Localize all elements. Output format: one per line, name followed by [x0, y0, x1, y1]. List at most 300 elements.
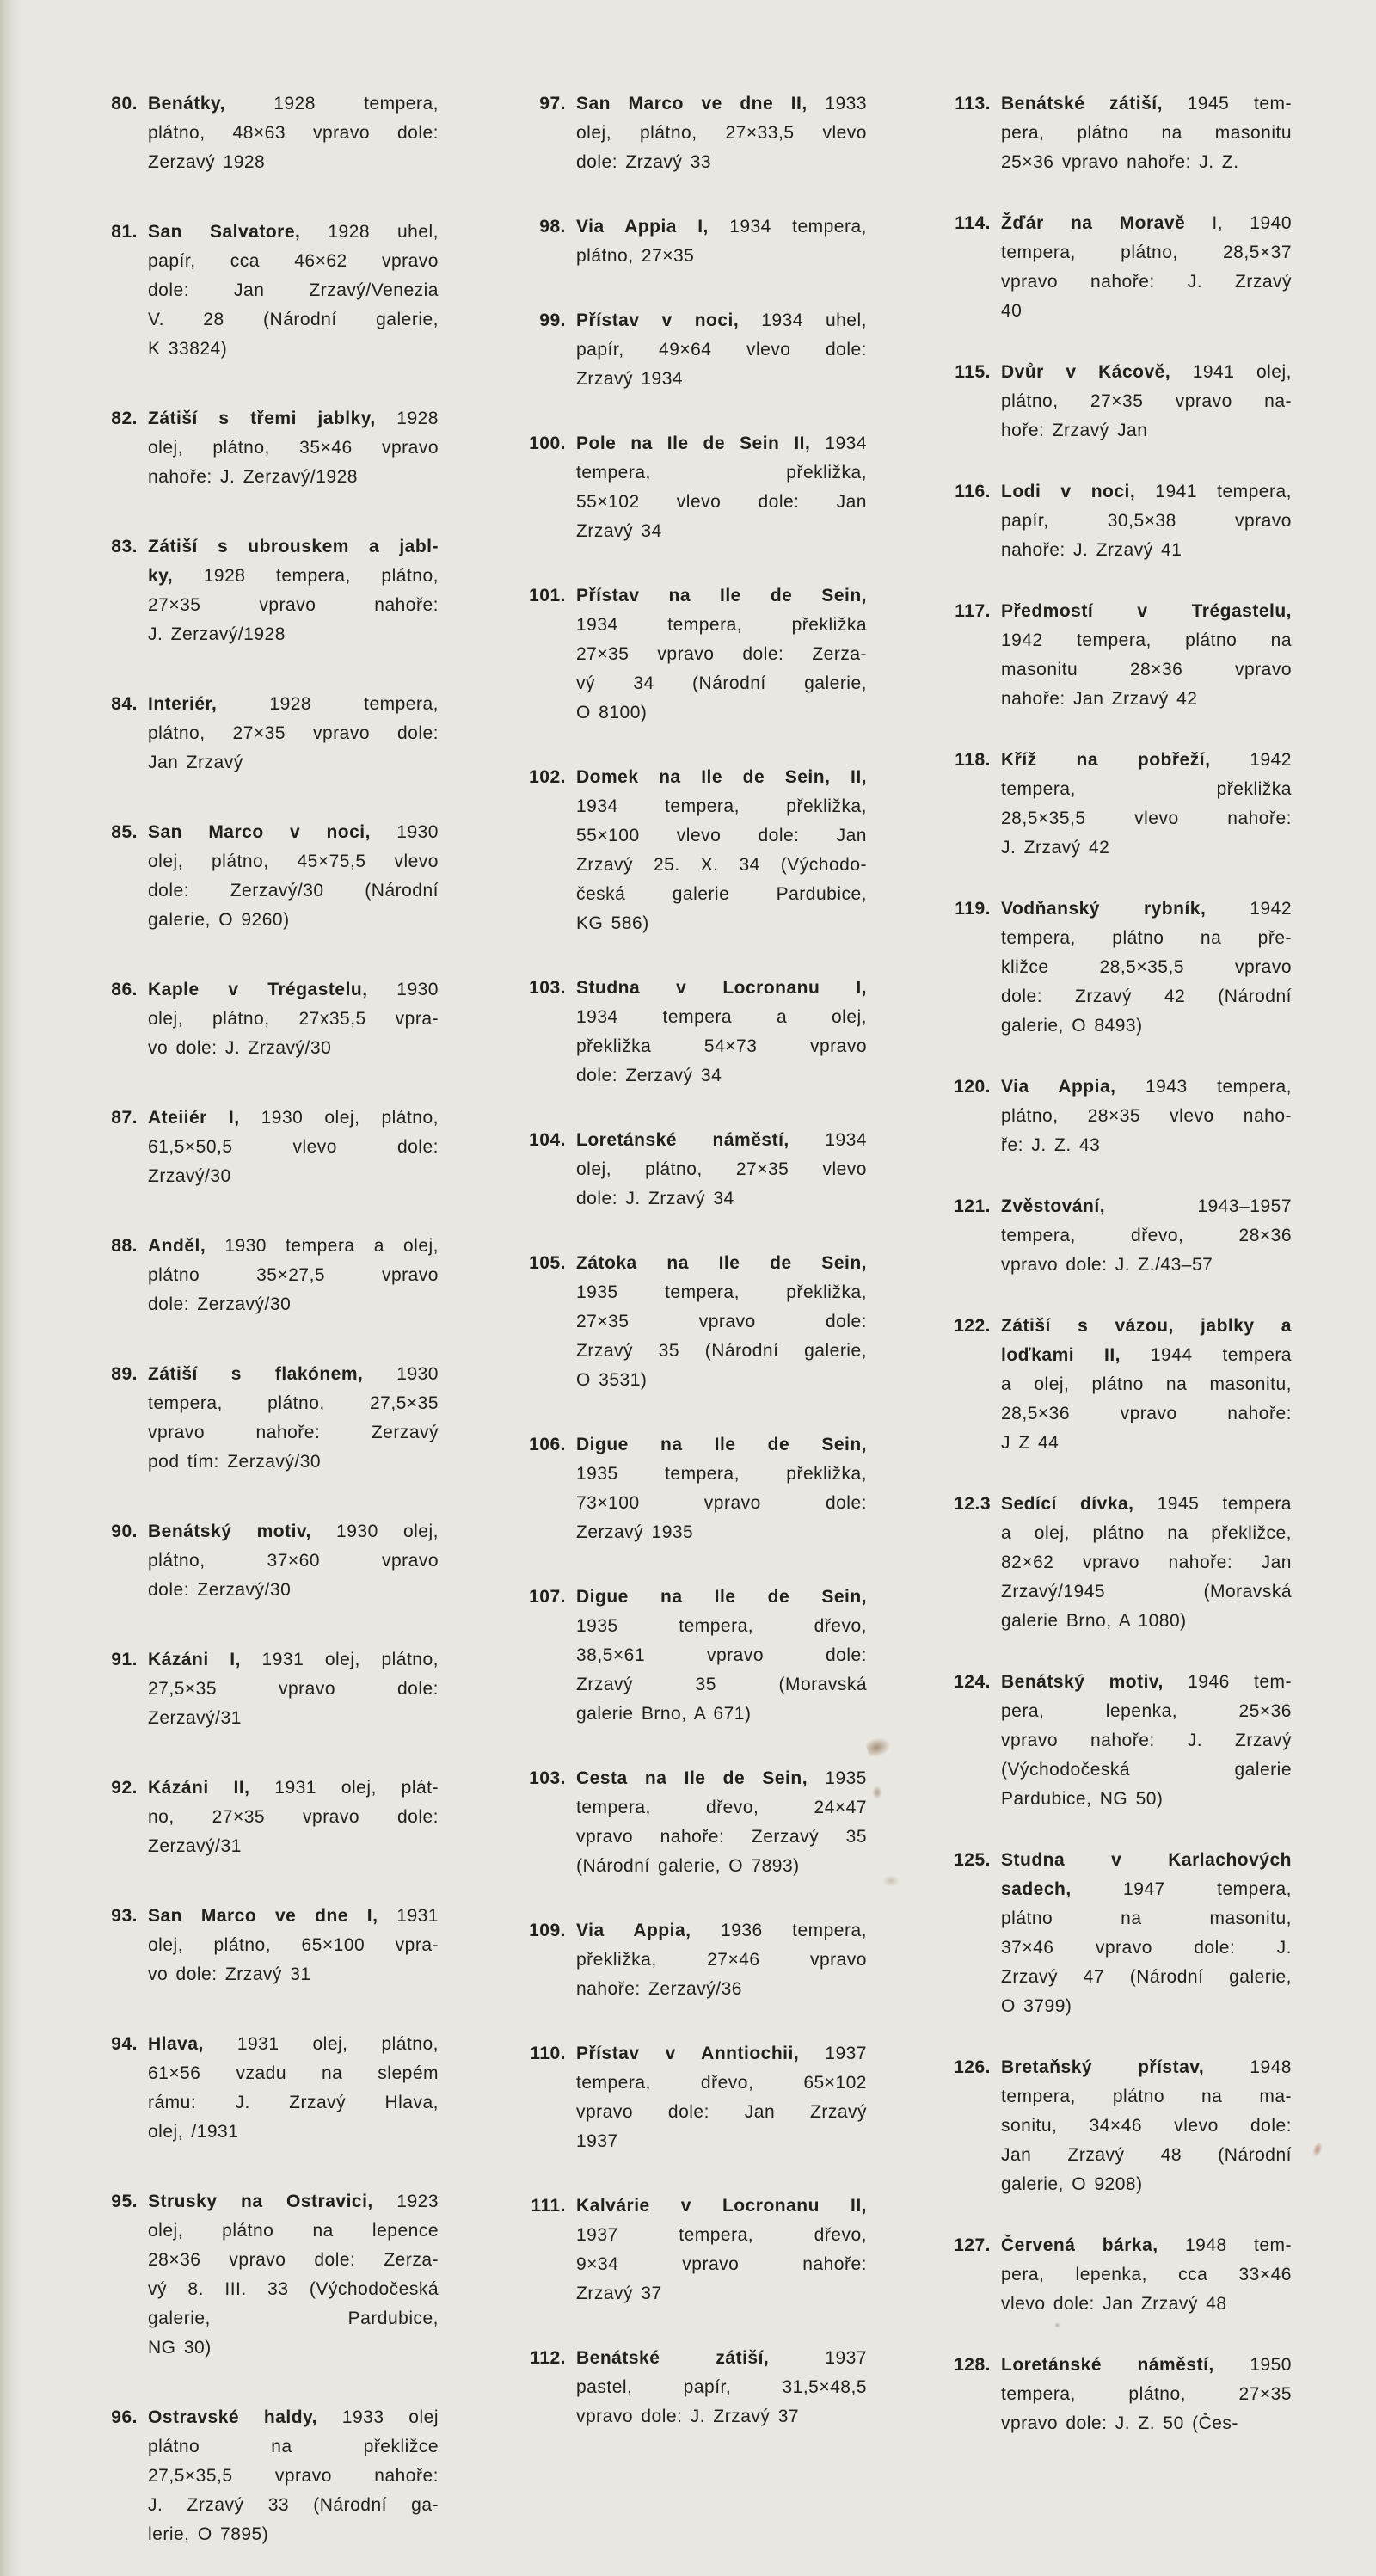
artwork-title: Předmostí v Trégastelu, — [1001, 601, 1292, 621]
entry-number: 99. — [539, 310, 566, 330]
entry-line — [576, 488, 867, 517]
entry-text: plátno, 48×63 vpravo dole: — [148, 123, 439, 143]
catalog-entry-93 — [111, 1902, 439, 1989]
entry-number: 102. — [529, 767, 566, 787]
entry-text: plátno, 28×35 vlevo naho- — [1001, 1106, 1292, 1126]
entry-text: tempera, překližka, — [576, 463, 867, 483]
artwork-title: Žďár na Moravě — [1001, 213, 1186, 233]
entry-line — [576, 1032, 867, 1061]
entry-line — [148, 2432, 439, 2462]
entry-text: 1928 tempera, — [217, 694, 439, 714]
entry-number: 117. — [955, 601, 991, 621]
artwork-title: Loretánské náměstí, — [1001, 2355, 1214, 2375]
artwork-title: Zátiší s třemi jablky, — [148, 409, 376, 428]
entry-line — [148, 690, 439, 719]
entry-line — [1001, 1011, 1292, 1041]
entry-text: 27×35 vpravo nahoře: — [148, 595, 439, 615]
entry-line — [576, 148, 867, 177]
entry-text: vpravo nahoře: Zerzavý — [148, 1423, 439, 1442]
artwork-title: Interiér, — [148, 694, 218, 714]
artwork-title: Kaple v Trégastelu, — [148, 980, 368, 999]
entry-line — [1001, 1073, 1292, 1102]
artwork-title: Kříž na pobřeží, — [1001, 750, 1211, 770]
entry-line — [576, 1793, 867, 1823]
entry-line — [1001, 804, 1292, 833]
catalog-entry-120 — [954, 1073, 1292, 1160]
entry-line — [576, 851, 867, 880]
artwork-title: Kázáni I, — [148, 1650, 241, 1669]
entry-text: 1931 olej, plátno, — [203, 2034, 439, 2054]
artwork-title: Pole na Ile de Sein II, — [576, 433, 811, 453]
entry-text: 1930 tempera a olej, — [206, 1236, 439, 1256]
entry-text: vpravo dole: Jan Zrzavý — [576, 2102, 867, 2122]
artwork-title: Anděl, — [148, 1236, 206, 1256]
entry-text: 1933 — [807, 94, 867, 114]
entry-text: 1928 tempera, plátno, — [173, 566, 439, 586]
entry-line — [576, 1583, 867, 1612]
entry-number: 127. — [954, 2235, 991, 2255]
entry-line — [148, 404, 439, 433]
entry-line — [148, 620, 439, 649]
catalog-entry-102 — [529, 763, 867, 938]
entry-line — [148, 2462, 439, 2491]
entry-line — [1001, 1251, 1292, 1280]
catalog-entry-85 — [111, 818, 439, 935]
entry-number: 120. — [954, 1077, 991, 1097]
entry-text: dole: Zerzavý/30 — [148, 1294, 292, 1314]
catalog-entry-115 — [955, 358, 1292, 446]
entry-line — [576, 1366, 867, 1395]
artwork-title: Dvůr v Kácově, — [1001, 362, 1171, 382]
entry-number: 112. — [530, 2348, 566, 2368]
entry-text: 1942 — [1206, 899, 1292, 919]
entry-text: 1937 — [769, 2348, 867, 2368]
entry-line — [148, 1418, 439, 1448]
entry-line — [148, 1448, 439, 1477]
entry-text: 1943–1957 — [1105, 1196, 1292, 1216]
entry-line — [148, 2520, 439, 2549]
artwork-title: Vodňanský rybník, — [1001, 899, 1207, 919]
entry-text: vý 34 (Národní galerie, — [576, 673, 867, 693]
artwork-title: Kalvárie v Locronanu II, — [576, 2196, 867, 2216]
entry-text: (Národní galerie, O 7893) — [576, 1856, 800, 1876]
entry-text: 28×36 vpravo dole: Zerza- — [148, 2250, 439, 2270]
entry-line — [576, 212, 867, 242]
catalog-entry-104 — [529, 1126, 867, 1214]
entry-text: galerie, O 8493) — [1001, 1016, 1143, 1036]
entry-line — [576, 974, 867, 1003]
artwork-title: Via Appia, — [1001, 1077, 1116, 1097]
entry-text: nahoře: J. Zerzavý/1928 — [148, 467, 358, 487]
entry-text: tempera, dřevo, 28×36 — [1001, 1226, 1292, 1245]
entry-line — [148, 2187, 439, 2216]
entry-text: 1934 tempera, překližka, — [576, 796, 867, 816]
entry-text: J. Zerzavý/1928 — [148, 624, 286, 644]
catalog-entry-111 — [531, 2192, 867, 2309]
entry-line — [1001, 1904, 1292, 1934]
entry-text: vpravo dole: J. Z./43–57 — [1001, 1255, 1213, 1275]
entry-text: 1931 olej, plátno, — [240, 1650, 439, 1669]
entry-text: 28,5×36 vpravo nahoře: — [1001, 1404, 1292, 1423]
entry-text: 1945 tem- — [1162, 94, 1292, 114]
catalog-entry-116 — [955, 477, 1292, 565]
entry-line — [576, 242, 867, 271]
entry-number: 115. — [955, 362, 991, 382]
catalog-entry-103 — [529, 974, 867, 1091]
artwork-title: Přístav v noci, — [576, 310, 740, 330]
entry-line — [148, 1645, 439, 1675]
entry-text: plátno, 27×35 vpravo na- — [1001, 391, 1292, 411]
entry-line — [1001, 148, 1292, 177]
artwork-title: Cesta na Ile de Sein, — [576, 1768, 808, 1788]
entry-line — [576, 1307, 867, 1337]
entry-line — [576, 611, 867, 640]
catalog-entry-127 — [954, 2231, 1293, 2319]
entry-text: galerie, O 9260) — [148, 910, 290, 930]
entry-number: 95. — [111, 2192, 138, 2211]
artwork-title: Via Appia I, — [576, 217, 709, 237]
entry-number: 101. — [529, 586, 566, 606]
entry-line — [148, 2333, 439, 2363]
entry-line — [1001, 1548, 1292, 1577]
entry-line — [576, 1670, 867, 1700]
catalog-entry-92 — [111, 1774, 439, 1861]
entry-text: Zerzavý/31 — [148, 1836, 242, 1856]
artwork-title: Zátiší s ubrouskem a jabl- — [148, 537, 439, 556]
catalog-column-3 — [954, 89, 1293, 2470]
entry-line — [148, 1232, 439, 1261]
artwork-title: Červená bárka, — [1001, 2235, 1158, 2255]
entry-text: 1948 — [1204, 2057, 1292, 2077]
entry-line — [1001, 1875, 1292, 1904]
entry-text: papír, 30,5×38 vpravo — [1001, 511, 1292, 531]
entry-text: olej, plátno, 45×75,5 vlevo — [148, 851, 439, 871]
entry-text: 55×100 vlevo dole: Jan — [576, 826, 867, 845]
entry-text: olej, plátno, 35×46 vpravo — [148, 438, 439, 458]
entry-line — [148, 463, 439, 492]
entry-text: olej, plátno, 27×35 vlevo — [576, 1159, 867, 1179]
entry-text: tempera, plátno na ma- — [1001, 2087, 1292, 2106]
entry-text: 1928 uhel, — [300, 222, 439, 242]
artwork-title: San Marco ve dne II, — [576, 94, 808, 114]
entry-text: 1931 olej, plát- — [249, 1778, 439, 1798]
entry-number: 121. — [954, 1196, 991, 1216]
entry-line — [1001, 1755, 1292, 1785]
artwork-title: Benátský motiv, — [148, 1522, 311, 1541]
entry-text: tempera, dřevo, 24×47 — [576, 1798, 867, 1817]
entry-line — [576, 1184, 867, 1214]
entry-line — [148, 876, 439, 906]
entry-line — [576, 669, 867, 698]
entry-number: 116. — [955, 482, 991, 501]
entry-text: 1935 — [808, 1768, 867, 1788]
artwork-title: Lodi v noci, — [1001, 482, 1136, 501]
entry-text: 1930 — [363, 1364, 439, 1384]
entry-line — [1001, 895, 1292, 924]
entry-line — [576, 1126, 867, 1155]
artwork-title: sadech, — [1001, 1879, 1072, 1899]
entry-text: 1944 tempera — [1121, 1345, 1292, 1365]
entry-line — [1001, 655, 1292, 685]
catalog-entry-114 — [955, 209, 1292, 326]
catalog-entry-84 — [111, 690, 439, 778]
entry-text: Zrzavý 47 (Národní galerie, — [1001, 1967, 1292, 1987]
catalog-entry-109 — [529, 1916, 867, 2004]
artwork-title: Přístav na Ile de Sein, — [576, 586, 867, 606]
entry-line — [576, 335, 867, 365]
entry-line — [576, 1155, 867, 1184]
entry-text: pera, plátno na masonitu — [1001, 123, 1292, 143]
entry-line — [1001, 953, 1292, 982]
entry-number: 128. — [954, 2355, 991, 2375]
entry-text: vpravo nahoře: J. Zrzavý — [1001, 272, 1292, 292]
paper-stain — [865, 1735, 894, 1759]
entry-number: 126. — [954, 2057, 991, 2077]
entry-number: 93. — [111, 1906, 138, 1926]
artwork-title: Via Appia, — [576, 1921, 691, 1940]
artwork-title: Domek na Ile de Sein, II, — [576, 767, 867, 787]
entry-text: pod tím: Zerzavý/30 — [148, 1452, 322, 1472]
catalog-column-1 — [111, 89, 439, 2576]
entry-line — [1001, 1577, 1292, 1607]
entry-text: 1931 — [378, 1906, 439, 1926]
entry-line — [1001, 1370, 1292, 1399]
entry-text: dole: J. Zrzavý 34 — [576, 1189, 734, 1208]
entry-number: 87. — [111, 1108, 138, 1128]
entry-text: vpravo dole: J. Zrzavý 37 — [576, 2407, 800, 2426]
entry-line — [576, 1249, 867, 1278]
entry-text: Zrzavý 34 — [576, 521, 662, 541]
entry-text: 82×62 vpravo nahoře: Jan — [1001, 1552, 1292, 1572]
catalog-entry-90 — [111, 1517, 439, 1605]
entry-text: Zrzavý/1945 (Moravská — [1001, 1582, 1292, 1602]
entry-number: 106. — [529, 1435, 566, 1454]
entry-text: Zerzavý/31 — [148, 1708, 242, 1728]
entry-text: Pardubice, NG 50) — [1001, 1789, 1164, 1809]
entry-line — [1001, 2380, 1292, 2409]
entry-text: 1943 tempera, — [1115, 1077, 1292, 1097]
entry-number: 80. — [111, 94, 138, 114]
entry-text: 1935 tempera, překližka, — [576, 1282, 867, 1302]
entry-line — [1001, 2170, 1292, 2199]
entry-text: 1937 tempera, dřevo, — [576, 2225, 867, 2245]
artwork-title: Strusky na Ostravici, — [148, 2192, 373, 2211]
entry-line — [576, 2127, 867, 2156]
entry-text: 1936 tempera, — [691, 1921, 867, 1940]
entry-line — [148, 2491, 439, 2520]
entry-text: 38,5×61 vpravo dole: — [576, 1645, 867, 1665]
entry-line — [148, 433, 439, 463]
entry-line — [1001, 2112, 1292, 2141]
entry-number: 125. — [954, 1850, 991, 1870]
entry-text: sonitu, 34×46 vlevo dole: — [1001, 2116, 1292, 2136]
entry-line — [576, 1823, 867, 1852]
entry-text: olej, /1931 — [148, 2122, 239, 2142]
entry-line — [576, 2279, 867, 2309]
entry-text: 1945 tempera — [1133, 1494, 1292, 1514]
entry-line — [1001, 297, 1292, 326]
entry-line — [1001, 2290, 1292, 2319]
entry-text: Zrzavý 37 — [576, 2284, 662, 2303]
entry-line — [1001, 1992, 1292, 2021]
entry-line — [148, 719, 439, 748]
entry-text: 73×100 vpravo dole: — [576, 1493, 867, 1513]
entry-text: 27,5×35,5 vpravo nahoře: — [148, 2466, 439, 2486]
entry-text: vý 8. III. 33 (Východočeská — [148, 2279, 439, 2299]
entry-line — [148, 335, 439, 364]
entry-text: O 8100) — [576, 703, 648, 722]
entry-line — [1001, 416, 1292, 446]
catalog-entry-95 — [111, 2187, 439, 2363]
catalog-entry-119 — [955, 895, 1292, 1041]
entry-text: olej, plátno, 27×33,5 vlevo — [576, 123, 867, 143]
entry-text: Zrzavý 1934 — [576, 369, 684, 389]
entry-text: překližka, 27×46 vpravo — [576, 1950, 867, 1970]
entry-line — [576, 2373, 867, 2402]
entry-line — [576, 640, 867, 669]
catalog-entry-98 — [539, 212, 867, 271]
entry-line — [148, 1389, 439, 1418]
artwork-title: Přístav v Anntiochii, — [576, 2044, 800, 2063]
artwork-title: Ateiiér I, — [148, 1108, 240, 1128]
artwork-title: Zátiší s flakónem, — [148, 1364, 364, 1384]
entry-line — [576, 1764, 867, 1793]
entry-line — [1001, 685, 1292, 714]
entry-text: 1934 uhel, — [739, 310, 867, 330]
entry-text: plátno, 37×60 vpravo — [148, 1551, 439, 1571]
entry-line — [1001, 1131, 1292, 1160]
entry-text: pera, lepenka, cca 33×46 — [1001, 2265, 1292, 2284]
entry-number: 83. — [111, 537, 138, 556]
entry-line — [148, 1133, 439, 1162]
entry-line — [148, 2059, 439, 2088]
artwork-title: San Marco ve dne I, — [148, 1906, 378, 1926]
catalog-entry-118 — [955, 746, 1292, 863]
entry-line — [576, 365, 867, 394]
entry-number: 85. — [111, 822, 138, 842]
entry-text: O 3531) — [576, 1370, 648, 1390]
catalog-entry-91 — [111, 1645, 439, 1733]
entry-number: 82. — [111, 409, 138, 428]
entry-line — [576, 2069, 867, 2098]
entry-number: 111. — [531, 2196, 566, 2216]
entry-text: vpravo nahoře: J. Zrzavý — [1001, 1731, 1292, 1750]
entry-line — [148, 2030, 439, 2059]
artwork-title: Studna v Locronanu I, — [576, 978, 867, 998]
entry-line — [576, 1612, 867, 1641]
entry-text: a olej, plátno na překližce, — [1001, 1523, 1292, 1543]
entry-text: 1934 — [789, 1130, 867, 1150]
entry-text: tempera, plátno, 28,5×37 — [1001, 243, 1292, 262]
entry-line — [1001, 775, 1292, 804]
entry-text: Zrzavý 35 (Moravská — [576, 1675, 867, 1694]
entry-line — [576, 880, 867, 909]
artwork-title: Kázáni II, — [148, 1778, 250, 1798]
entry-number: 104. — [529, 1130, 566, 1150]
entry-line — [148, 1774, 439, 1803]
entry-line — [1001, 507, 1292, 536]
entry-number: 12.3 — [954, 1494, 991, 1514]
entry-text: vo dole: J. Zrzavý/30 — [148, 1038, 332, 1058]
entry-line — [148, 247, 439, 276]
paper-left-edge — [0, 0, 22, 2576]
entry-line — [1001, 1607, 1292, 1636]
entry-text: I, 1940 — [1185, 213, 1292, 233]
entry-text: 1942 — [1210, 750, 1292, 770]
entry-line — [148, 1832, 439, 1861]
entry-line — [1001, 1341, 1292, 1370]
entry-text: papír, cca 46×62 vpravo — [148, 251, 439, 271]
artwork-title: San Marco v noci, — [148, 822, 371, 842]
entry-line — [1001, 1490, 1292, 1519]
entry-text: nahoře: Zerzavý/36 — [576, 1979, 742, 1999]
entry-number: 124. — [954, 1672, 991, 1692]
entry-number: 90. — [111, 1522, 138, 1541]
entry-line — [1001, 358, 1292, 387]
catalog-entry-126 — [954, 2053, 1292, 2199]
entry-text: galerie Brno, A 671) — [576, 1704, 752, 1724]
entry-line — [148, 748, 439, 778]
entry-number: 88. — [111, 1236, 138, 1256]
artwork-title: Benátský motiv, — [1001, 1672, 1164, 1692]
catalog-entry-100 — [529, 429, 867, 546]
entry-line — [1001, 2409, 1292, 2438]
entry-text: Zrzavý/30 — [148, 1166, 231, 1186]
entry-line — [1001, 2082, 1292, 2112]
entry-line — [1001, 982, 1292, 1011]
entry-text: 1928 tempera, — [224, 94, 439, 114]
entry-line — [148, 1104, 439, 1133]
entry-line — [1001, 2141, 1292, 2170]
entry-text: 9×34 vpravo nahoře: — [576, 2254, 867, 2274]
entry-text: česká galerie Pardubice, — [576, 884, 867, 904]
entry-number: 97. — [539, 94, 566, 114]
entry-number: 113. — [955, 94, 991, 114]
entry-line — [1001, 1697, 1292, 1726]
entry-line — [576, 1916, 867, 1946]
catalog-entry-112 — [530, 2344, 867, 2432]
entry-line — [576, 429, 867, 458]
catalog-entry-125 — [954, 1846, 1292, 2021]
entry-line — [576, 1489, 867, 1518]
entry-line — [576, 1946, 867, 1975]
entry-text: nahoře: J. Zrzavý 41 — [1001, 540, 1182, 560]
catalog-entry-82 — [111, 404, 439, 492]
entry-line — [1001, 1519, 1292, 1548]
catalog-entry-101 — [529, 581, 867, 728]
entry-number: 103. — [529, 978, 566, 998]
entry-line — [576, 89, 867, 119]
entry-line — [148, 1704, 439, 1733]
entry-text: 1930 — [367, 980, 439, 999]
entry-text: 1930 olej, — [310, 1522, 439, 1541]
entry-line — [148, 1360, 439, 1389]
entry-text: KG 586) — [576, 913, 649, 933]
entry-text: ře: J. Z. 43 — [1001, 1135, 1101, 1155]
entry-text: galerie, O 9208) — [1001, 2174, 1143, 2194]
entry-number: 114. — [955, 213, 991, 233]
entry-text: 1933 olej — [317, 2407, 439, 2427]
artwork-title: Zátiší s vázou, jablky a — [1001, 1316, 1292, 1336]
entry-number: 86. — [111, 980, 138, 999]
entry-number: 110. — [530, 2044, 566, 2063]
entry-text: plátno, 27×35 vpravo dole: — [148, 723, 439, 743]
entry-text: J Z 44 — [1001, 1433, 1060, 1453]
catalog-entry-96 — [111, 2403, 439, 2549]
entry-line — [148, 1290, 439, 1319]
catalog-entry-107 — [529, 1583, 867, 1729]
artwork-title: Hlava, — [148, 2034, 204, 2054]
